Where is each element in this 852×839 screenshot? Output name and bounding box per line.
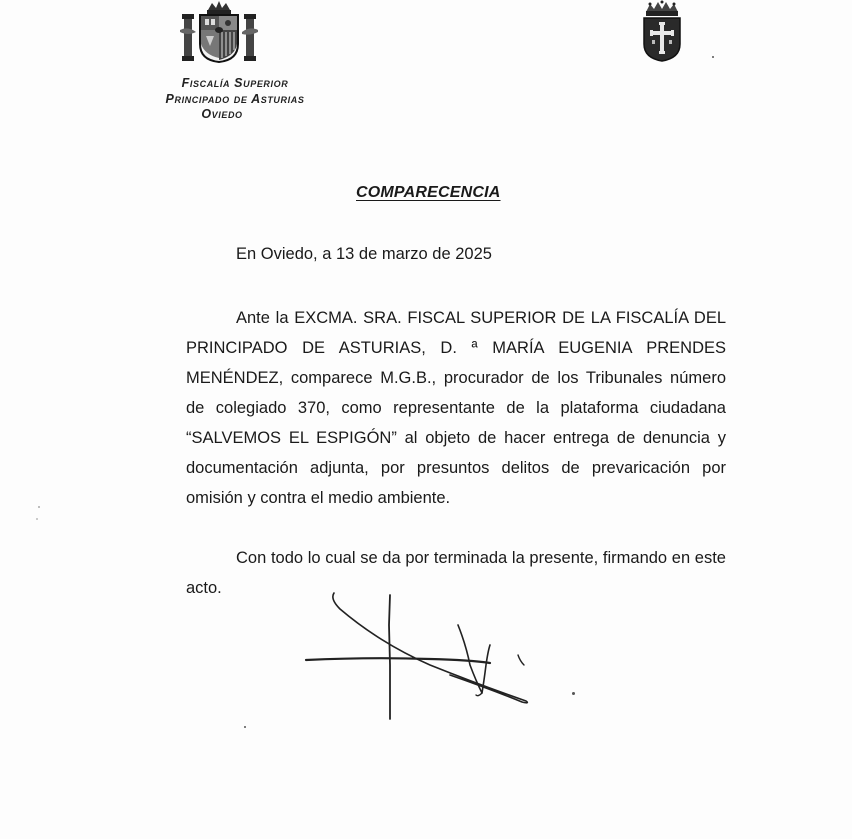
- document-title: COMPARECENCIA: [356, 184, 501, 201]
- handwritten-signature: [300, 585, 540, 725]
- office-region: Principado de Asturias: [165, 91, 305, 106]
- scan-speck: [572, 692, 575, 695]
- main-paragraph-text: Ante la EXCMA. SRA. FISCAL SUPERIOR DE LA FISCALÍA DEL PRINCIPADO DE ASTURIAS, D. ª MARÍA EUGENIA PRENDES MENÉNDEZ, comparece M.G.B., procurador de los Tribunales número de colegiado 370, como representante de la plataforma ciudadana “SALVEMOS EL ESPIGÓN” al objeto de hacer entrega de denuncia y documentación adjunta, por presuntos delitos de prevaricación por omisión y contra el medio ambiente.: [186, 309, 726, 507]
- office-name: Fiscalía Superior: [181, 76, 289, 90]
- office-header: [140, 76, 330, 123]
- scan-speck: [712, 56, 714, 58]
- scan-speck: [36, 518, 38, 520]
- main-paragraph: [186, 303, 726, 513]
- office-city: Oviedo: [201, 107, 243, 121]
- scan-speck: [244, 726, 246, 728]
- spain-coat-of-arms-icon: [180, 0, 258, 64]
- place-and-date: En Oviedo, a 13 de marzo de 2025: [236, 245, 492, 263]
- closing-paragraph-text: Con todo lo cual se da por terminada la presente, firmando en este acto.: [186, 549, 726, 597]
- asturias-coat-of-arms-icon: [638, 0, 686, 62]
- scan-speck: [38, 506, 40, 508]
